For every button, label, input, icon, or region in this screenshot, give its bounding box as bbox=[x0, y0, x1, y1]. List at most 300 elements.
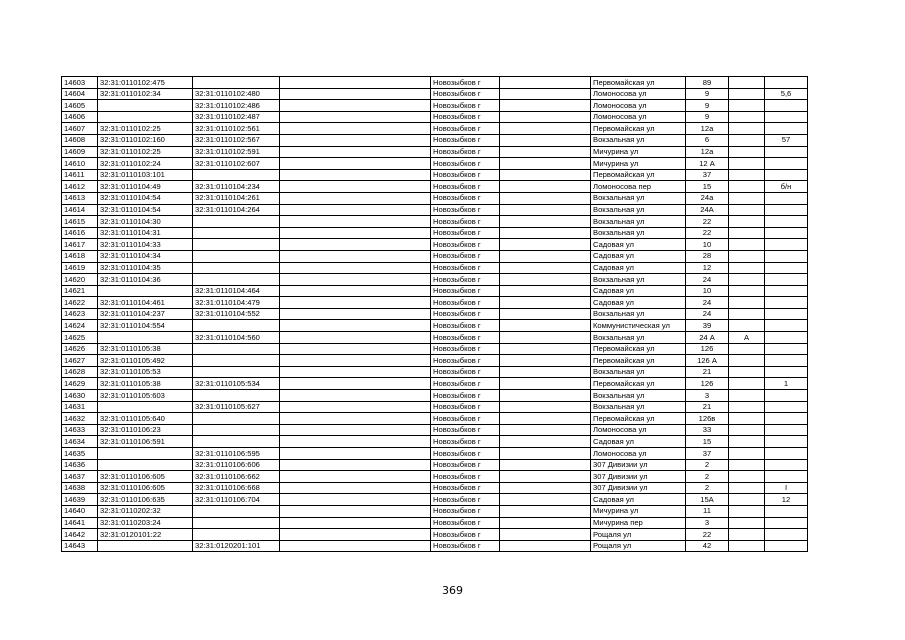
cell-city: Новозыбков г bbox=[431, 158, 500, 170]
cell-apartment bbox=[765, 517, 808, 529]
cell-street: Вокзальная ул bbox=[591, 204, 686, 216]
table-row bbox=[62, 227, 808, 239]
cell-building-cadastral-number: 32:31:0110106:662 bbox=[193, 471, 280, 483]
cell-building-cadastral-number: 32:31:0110102:487 bbox=[193, 111, 280, 123]
cell-city: Новозыбков г bbox=[431, 517, 500, 529]
table-row bbox=[62, 111, 808, 123]
table-row bbox=[62, 297, 808, 309]
cell-row-number: 14622 bbox=[62, 297, 98, 309]
cell-letter bbox=[729, 181, 765, 193]
cell-building-cadastral-number bbox=[193, 517, 280, 529]
cell-empty-col bbox=[280, 192, 431, 204]
cell-row-number: 14630 bbox=[62, 390, 98, 402]
cell-city: Новозыбков г bbox=[431, 320, 500, 332]
cell-house-number: 37 bbox=[686, 448, 729, 460]
cell-apartment bbox=[765, 424, 808, 436]
cell-empty-col-2 bbox=[500, 297, 591, 309]
table-row bbox=[62, 158, 808, 170]
cell-house-number: 24 А bbox=[686, 332, 729, 344]
cell-row-number: 14629 bbox=[62, 378, 98, 390]
cell-city: Новозыбков г bbox=[431, 100, 500, 112]
table-row bbox=[62, 424, 808, 436]
cell-letter bbox=[729, 390, 765, 402]
cell-empty-col-2 bbox=[500, 471, 591, 483]
cell-cadastral-number: 32:31:0110102:160 bbox=[98, 134, 193, 146]
cell-row-number: 14623 bbox=[62, 308, 98, 320]
cell-letter bbox=[729, 436, 765, 448]
table-row bbox=[62, 505, 808, 517]
cell-apartment: б/н bbox=[765, 181, 808, 193]
cell-empty-col-2 bbox=[500, 227, 591, 239]
cell-apartment bbox=[765, 262, 808, 274]
cell-empty-col bbox=[280, 320, 431, 332]
cell-street: 307 Дивизии ул bbox=[591, 471, 686, 483]
cell-building-cadastral-number bbox=[193, 262, 280, 274]
cell-empty-col-2 bbox=[500, 216, 591, 228]
cell-building-cadastral-number: 32:31:0110102:486 bbox=[193, 100, 280, 112]
table-row bbox=[62, 239, 808, 251]
cell-row-number: 14621 bbox=[62, 285, 98, 297]
cell-row-number: 14643 bbox=[62, 540, 98, 552]
cell-apartment bbox=[765, 320, 808, 332]
cell-apartment: 12 bbox=[765, 494, 808, 506]
cell-city: Новозыбков г bbox=[431, 204, 500, 216]
cell-letter bbox=[729, 448, 765, 460]
cell-empty-col bbox=[280, 482, 431, 494]
cell-city: Новозыбков г bbox=[431, 355, 500, 367]
cell-empty-col-2 bbox=[500, 332, 591, 344]
cell-apartment bbox=[765, 274, 808, 286]
cell-street: Садовая ул bbox=[591, 250, 686, 262]
cell-cadastral-number: 32:31:0110103:101 bbox=[98, 169, 193, 181]
cell-empty-col-2 bbox=[500, 181, 591, 193]
cell-house-number: 89 bbox=[686, 77, 729, 89]
cell-house-number: 21 bbox=[686, 366, 729, 378]
cell-house-number: 6 bbox=[686, 134, 729, 146]
cell-letter bbox=[729, 529, 765, 541]
cell-city: Новозыбков г bbox=[431, 401, 500, 413]
cell-empty-col bbox=[280, 378, 431, 390]
cell-empty-col-2 bbox=[500, 111, 591, 123]
cell-empty-col bbox=[280, 448, 431, 460]
cell-house-number: 9 bbox=[686, 111, 729, 123]
cell-empty-col bbox=[280, 216, 431, 228]
cell-cadastral-number bbox=[98, 448, 193, 460]
table-row bbox=[62, 100, 808, 112]
table-row bbox=[62, 482, 808, 494]
cell-cadastral-number bbox=[98, 285, 193, 297]
cell-empty-col-2 bbox=[500, 459, 591, 471]
cell-street: 307 Дивизии ул bbox=[591, 482, 686, 494]
cell-empty-col-2 bbox=[500, 100, 591, 112]
cell-apartment bbox=[765, 146, 808, 158]
cell-row-number: 14638 bbox=[62, 482, 98, 494]
cell-house-number: 12а bbox=[686, 123, 729, 135]
cell-apartment bbox=[765, 401, 808, 413]
cell-building-cadastral-number bbox=[193, 390, 280, 402]
cell-apartment bbox=[765, 529, 808, 541]
table-row bbox=[62, 77, 808, 89]
cell-house-number: 3 bbox=[686, 390, 729, 402]
cell-letter bbox=[729, 459, 765, 471]
cell-empty-col bbox=[280, 343, 431, 355]
table-row bbox=[62, 332, 808, 344]
cell-letter bbox=[729, 169, 765, 181]
cell-building-cadastral-number bbox=[193, 169, 280, 181]
cell-empty-col-2 bbox=[500, 192, 591, 204]
cell-apartment: 1 bbox=[765, 378, 808, 390]
cell-cadastral-number: 32:31:0110104:33 bbox=[98, 239, 193, 251]
cell-row-number: 14605 bbox=[62, 100, 98, 112]
cell-city: Новозыбков г bbox=[431, 494, 500, 506]
cell-empty-col-2 bbox=[500, 529, 591, 541]
cell-street: Мичурина ул bbox=[591, 158, 686, 170]
cell-street: Вокзальная ул bbox=[591, 308, 686, 320]
cell-house-number: 126 bbox=[686, 343, 729, 355]
registry-table bbox=[61, 76, 808, 552]
table-row bbox=[62, 436, 808, 448]
table-row bbox=[62, 285, 808, 297]
cell-empty-col-2 bbox=[500, 262, 591, 274]
cell-city: Новозыбков г bbox=[431, 540, 500, 552]
cell-empty-col bbox=[280, 332, 431, 344]
cell-empty-col bbox=[280, 274, 431, 286]
cell-apartment bbox=[765, 505, 808, 517]
cell-row-number: 14624 bbox=[62, 320, 98, 332]
cell-empty-col-2 bbox=[500, 390, 591, 402]
cell-cadastral-number bbox=[98, 459, 193, 471]
cell-empty-col-2 bbox=[500, 366, 591, 378]
cell-row-number: 14626 bbox=[62, 343, 98, 355]
cell-letter bbox=[729, 482, 765, 494]
cell-city: Новозыбков г bbox=[431, 134, 500, 146]
cell-row-number: 14642 bbox=[62, 529, 98, 541]
cell-empty-col-2 bbox=[500, 413, 591, 425]
cell-empty-col bbox=[280, 204, 431, 216]
cell-empty-col-2 bbox=[500, 250, 591, 262]
cell-apartment bbox=[765, 436, 808, 448]
table-row bbox=[62, 134, 808, 146]
cell-empty-col-2 bbox=[500, 77, 591, 89]
cell-house-number: 24 bbox=[686, 274, 729, 286]
cell-letter bbox=[729, 239, 765, 251]
cell-row-number: 14611 bbox=[62, 169, 98, 181]
cell-building-cadastral-number: 32:31:0110104:560 bbox=[193, 332, 280, 344]
cell-street: Ломоносова ул bbox=[591, 100, 686, 112]
cell-empty-col bbox=[280, 239, 431, 251]
cell-building-cadastral-number bbox=[193, 250, 280, 262]
cell-letter bbox=[729, 274, 765, 286]
cell-empty-col-2 bbox=[500, 308, 591, 320]
cell-letter bbox=[729, 517, 765, 529]
cell-street: Первомайская ул bbox=[591, 378, 686, 390]
cell-cadastral-number: 32:31:0110104:237 bbox=[98, 308, 193, 320]
cell-city: Новозыбков г bbox=[431, 77, 500, 89]
cell-house-number: 24А bbox=[686, 204, 729, 216]
table-row bbox=[62, 494, 808, 506]
cell-empty-col-2 bbox=[500, 146, 591, 158]
cell-street: Вокзальная ул bbox=[591, 192, 686, 204]
cell-apartment bbox=[765, 308, 808, 320]
cell-city: Новозыбков г bbox=[431, 529, 500, 541]
table-row bbox=[62, 355, 808, 367]
cell-letter bbox=[729, 146, 765, 158]
cell-letter bbox=[729, 505, 765, 517]
cell-empty-col bbox=[280, 134, 431, 146]
cell-house-number: 11 bbox=[686, 505, 729, 517]
cell-cadastral-number: 32:31:0110102:25 bbox=[98, 123, 193, 135]
cell-house-number: 24 bbox=[686, 297, 729, 309]
cell-letter bbox=[729, 192, 765, 204]
cell-house-number: 126 А bbox=[686, 355, 729, 367]
table-row bbox=[62, 517, 808, 529]
cell-city: Новозыбков г bbox=[431, 111, 500, 123]
cell-city: Новозыбков г bbox=[431, 181, 500, 193]
cell-row-number: 14604 bbox=[62, 88, 98, 100]
cell-cadastral-number: 32:31:0110203:24 bbox=[98, 517, 193, 529]
cell-empty-col bbox=[280, 505, 431, 517]
cell-house-number: 22 bbox=[686, 216, 729, 228]
cell-apartment bbox=[765, 459, 808, 471]
cell-street: Первомайская ул bbox=[591, 169, 686, 181]
cell-empty-col-2 bbox=[500, 88, 591, 100]
cell-building-cadastral-number: 32:31:0110104:552 bbox=[193, 308, 280, 320]
cell-letter bbox=[729, 366, 765, 378]
cell-city: Новозыбков г bbox=[431, 262, 500, 274]
cell-row-number: 14613 bbox=[62, 192, 98, 204]
cell-apartment bbox=[765, 297, 808, 309]
cell-street: Садовая ул bbox=[591, 285, 686, 297]
cell-letter bbox=[729, 297, 765, 309]
cell-apartment bbox=[765, 111, 808, 123]
table-row bbox=[62, 250, 808, 262]
cell-cadastral-number: 32:31:0110106:591 bbox=[98, 436, 193, 448]
cell-house-number: 24 bbox=[686, 308, 729, 320]
cell-street: Ломоносова ул bbox=[591, 424, 686, 436]
cell-apartment bbox=[765, 77, 808, 89]
cell-apartment bbox=[765, 390, 808, 402]
cell-cadastral-number: 32:31:0110104:54 bbox=[98, 192, 193, 204]
cell-empty-col-2 bbox=[500, 123, 591, 135]
cell-row-number: 14634 bbox=[62, 436, 98, 448]
cell-empty-col bbox=[280, 227, 431, 239]
cell-empty-col bbox=[280, 424, 431, 436]
cell-cadastral-number bbox=[98, 540, 193, 552]
cell-street: Первомайская ул bbox=[591, 123, 686, 135]
cell-letter bbox=[729, 424, 765, 436]
cell-city: Новозыбков г bbox=[431, 239, 500, 251]
cell-empty-col-2 bbox=[500, 401, 591, 413]
cell-city: Новозыбков г bbox=[431, 169, 500, 181]
cell-empty-col-2 bbox=[500, 505, 591, 517]
cell-building-cadastral-number bbox=[193, 77, 280, 89]
cell-cadastral-number: 32:31:0110104:30 bbox=[98, 216, 193, 228]
cell-street: Ломоносова ул bbox=[591, 448, 686, 460]
cell-city: Новозыбков г bbox=[431, 88, 500, 100]
cell-empty-col bbox=[280, 77, 431, 89]
cell-street: Вокзальная ул bbox=[591, 366, 686, 378]
cell-street: Первомайская ул bbox=[591, 77, 686, 89]
table-row bbox=[62, 204, 808, 216]
cell-street: Рощаля ул bbox=[591, 529, 686, 541]
cell-empty-col-2 bbox=[500, 424, 591, 436]
cell-cadastral-number: 32:31:0110104:34 bbox=[98, 250, 193, 262]
table-row bbox=[62, 390, 808, 402]
cell-street: Вокзальная ул bbox=[591, 390, 686, 402]
cell-letter bbox=[729, 250, 765, 262]
cell-street: Мичурина пер bbox=[591, 517, 686, 529]
cell-apartment bbox=[765, 250, 808, 262]
cell-row-number: 14617 bbox=[62, 239, 98, 251]
table-row bbox=[62, 401, 808, 413]
cell-building-cadastral-number bbox=[193, 413, 280, 425]
cell-building-cadastral-number: 32:31:0110104:464 bbox=[193, 285, 280, 297]
cell-empty-col bbox=[280, 100, 431, 112]
cell-apartment bbox=[765, 169, 808, 181]
cell-house-number: 15А bbox=[686, 494, 729, 506]
table-row bbox=[62, 216, 808, 228]
cell-street: Первомайская ул bbox=[591, 413, 686, 425]
cell-house-number: 21 bbox=[686, 401, 729, 413]
cell-apartment bbox=[765, 239, 808, 251]
cell-building-cadastral-number: 32:31:0110105:627 bbox=[193, 401, 280, 413]
cell-cadastral-number: 32:31:0110104:54 bbox=[98, 204, 193, 216]
cell-building-cadastral-number: 32:31:0110102:567 bbox=[193, 134, 280, 146]
cell-cadastral-number: 32:31:0110106:605 bbox=[98, 471, 193, 483]
cell-building-cadastral-number bbox=[193, 505, 280, 517]
cell-cadastral-number: 32:31:0110104:49 bbox=[98, 181, 193, 193]
cell-street: Ломоносова ул bbox=[591, 88, 686, 100]
cell-row-number: 14619 bbox=[62, 262, 98, 274]
cell-empty-col bbox=[280, 111, 431, 123]
cell-street: Коммунистическая ул bbox=[591, 320, 686, 332]
cell-street: Садовая ул bbox=[591, 436, 686, 448]
cell-city: Новозыбков г bbox=[431, 413, 500, 425]
cell-cadastral-number: 32:31:0110105:38 bbox=[98, 343, 193, 355]
cell-row-number: 14618 bbox=[62, 250, 98, 262]
cell-row-number: 14608 bbox=[62, 134, 98, 146]
cell-empty-col bbox=[280, 529, 431, 541]
cell-house-number: 22 bbox=[686, 227, 729, 239]
cell-letter bbox=[729, 216, 765, 228]
cell-cadastral-number bbox=[98, 111, 193, 123]
cell-apartment bbox=[765, 216, 808, 228]
cell-row-number: 14610 bbox=[62, 158, 98, 170]
cell-empty-col-2 bbox=[500, 355, 591, 367]
cell-cadastral-number: 32:31:0110105:640 bbox=[98, 413, 193, 425]
table-row bbox=[62, 459, 808, 471]
table-row bbox=[62, 308, 808, 320]
cell-letter bbox=[729, 378, 765, 390]
cell-empty-col-2 bbox=[500, 158, 591, 170]
cell-empty-col-2 bbox=[500, 540, 591, 552]
cell-building-cadastral-number: 32:31:0110106:595 bbox=[193, 448, 280, 460]
cell-building-cadastral-number bbox=[193, 355, 280, 367]
cell-empty-col bbox=[280, 262, 431, 274]
cell-building-cadastral-number bbox=[193, 227, 280, 239]
cell-letter bbox=[729, 111, 765, 123]
cell-cadastral-number: 32:31:0110105:603 bbox=[98, 390, 193, 402]
cell-street: Первомайская ул bbox=[591, 355, 686, 367]
cell-apartment bbox=[765, 471, 808, 483]
cell-house-number: 33 bbox=[686, 424, 729, 436]
cell-building-cadastral-number: 32:31:0110104:261 bbox=[193, 192, 280, 204]
cell-letter bbox=[729, 308, 765, 320]
cell-cadastral-number: 32:31:0110104:31 bbox=[98, 227, 193, 239]
cell-city: Новозыбков г bbox=[431, 459, 500, 471]
cell-apartment bbox=[765, 366, 808, 378]
cell-building-cadastral-number: 32:31:0110104:234 bbox=[193, 181, 280, 193]
cell-letter bbox=[729, 77, 765, 89]
cell-row-number: 14637 bbox=[62, 471, 98, 483]
cell-empty-col bbox=[280, 146, 431, 158]
cell-letter bbox=[729, 471, 765, 483]
cell-city: Новозыбков г bbox=[431, 146, 500, 158]
cell-building-cadastral-number: 32:31:0110106:668 bbox=[193, 482, 280, 494]
cell-building-cadastral-number: 32:31:0110106:606 bbox=[193, 459, 280, 471]
table-row bbox=[62, 366, 808, 378]
cell-letter bbox=[729, 540, 765, 552]
cell-apartment bbox=[765, 123, 808, 135]
cell-city: Новозыбков г bbox=[431, 192, 500, 204]
cell-cadastral-number: 32:31:0110106:605 bbox=[98, 482, 193, 494]
cell-cadastral-number bbox=[98, 100, 193, 112]
cell-letter bbox=[729, 123, 765, 135]
cell-row-number: 14603 bbox=[62, 77, 98, 89]
page-number: 369 bbox=[442, 584, 463, 597]
cell-house-number: 42 bbox=[686, 540, 729, 552]
table-row bbox=[62, 378, 808, 390]
cell-apartment bbox=[765, 227, 808, 239]
table-row bbox=[62, 274, 808, 286]
cell-city: Новозыбков г bbox=[431, 274, 500, 286]
cell-building-cadastral-number bbox=[193, 239, 280, 251]
cell-empty-col-2 bbox=[500, 378, 591, 390]
cell-building-cadastral-number: 32:31:0110102:561 bbox=[193, 123, 280, 135]
cell-letter bbox=[729, 285, 765, 297]
cell-empty-col bbox=[280, 390, 431, 402]
cell-empty-col-2 bbox=[500, 448, 591, 460]
cell-house-number: 9 bbox=[686, 88, 729, 100]
cell-empty-col-2 bbox=[500, 517, 591, 529]
cell-empty-col bbox=[280, 494, 431, 506]
cell-empty-col bbox=[280, 297, 431, 309]
cell-house-number: 28 bbox=[686, 250, 729, 262]
cell-house-number: 10 bbox=[686, 239, 729, 251]
cell-empty-col bbox=[280, 285, 431, 297]
table-row bbox=[62, 169, 808, 181]
cell-empty-col bbox=[280, 308, 431, 320]
cell-letter: А bbox=[729, 332, 765, 344]
cell-house-number: 3 bbox=[686, 517, 729, 529]
cell-building-cadastral-number bbox=[193, 216, 280, 228]
cell-building-cadastral-number: 32:31:0110102:591 bbox=[193, 146, 280, 158]
cell-empty-col bbox=[280, 401, 431, 413]
cell-empty-col bbox=[280, 517, 431, 529]
cell-empty-col bbox=[280, 355, 431, 367]
cell-house-number: 15 bbox=[686, 181, 729, 193]
cell-city: Новозыбков г bbox=[431, 343, 500, 355]
cell-city: Новозыбков г bbox=[431, 227, 500, 239]
cell-city: Новозыбков г bbox=[431, 250, 500, 262]
cell-apartment: 5,6 bbox=[765, 88, 808, 100]
cell-building-cadastral-number bbox=[193, 424, 280, 436]
cell-row-number: 14639 bbox=[62, 494, 98, 506]
cell-empty-col-2 bbox=[500, 134, 591, 146]
cell-cadastral-number: 32:31:0110102:475 bbox=[98, 77, 193, 89]
cell-house-number: 9 bbox=[686, 100, 729, 112]
cell-row-number: 14615 bbox=[62, 216, 98, 228]
